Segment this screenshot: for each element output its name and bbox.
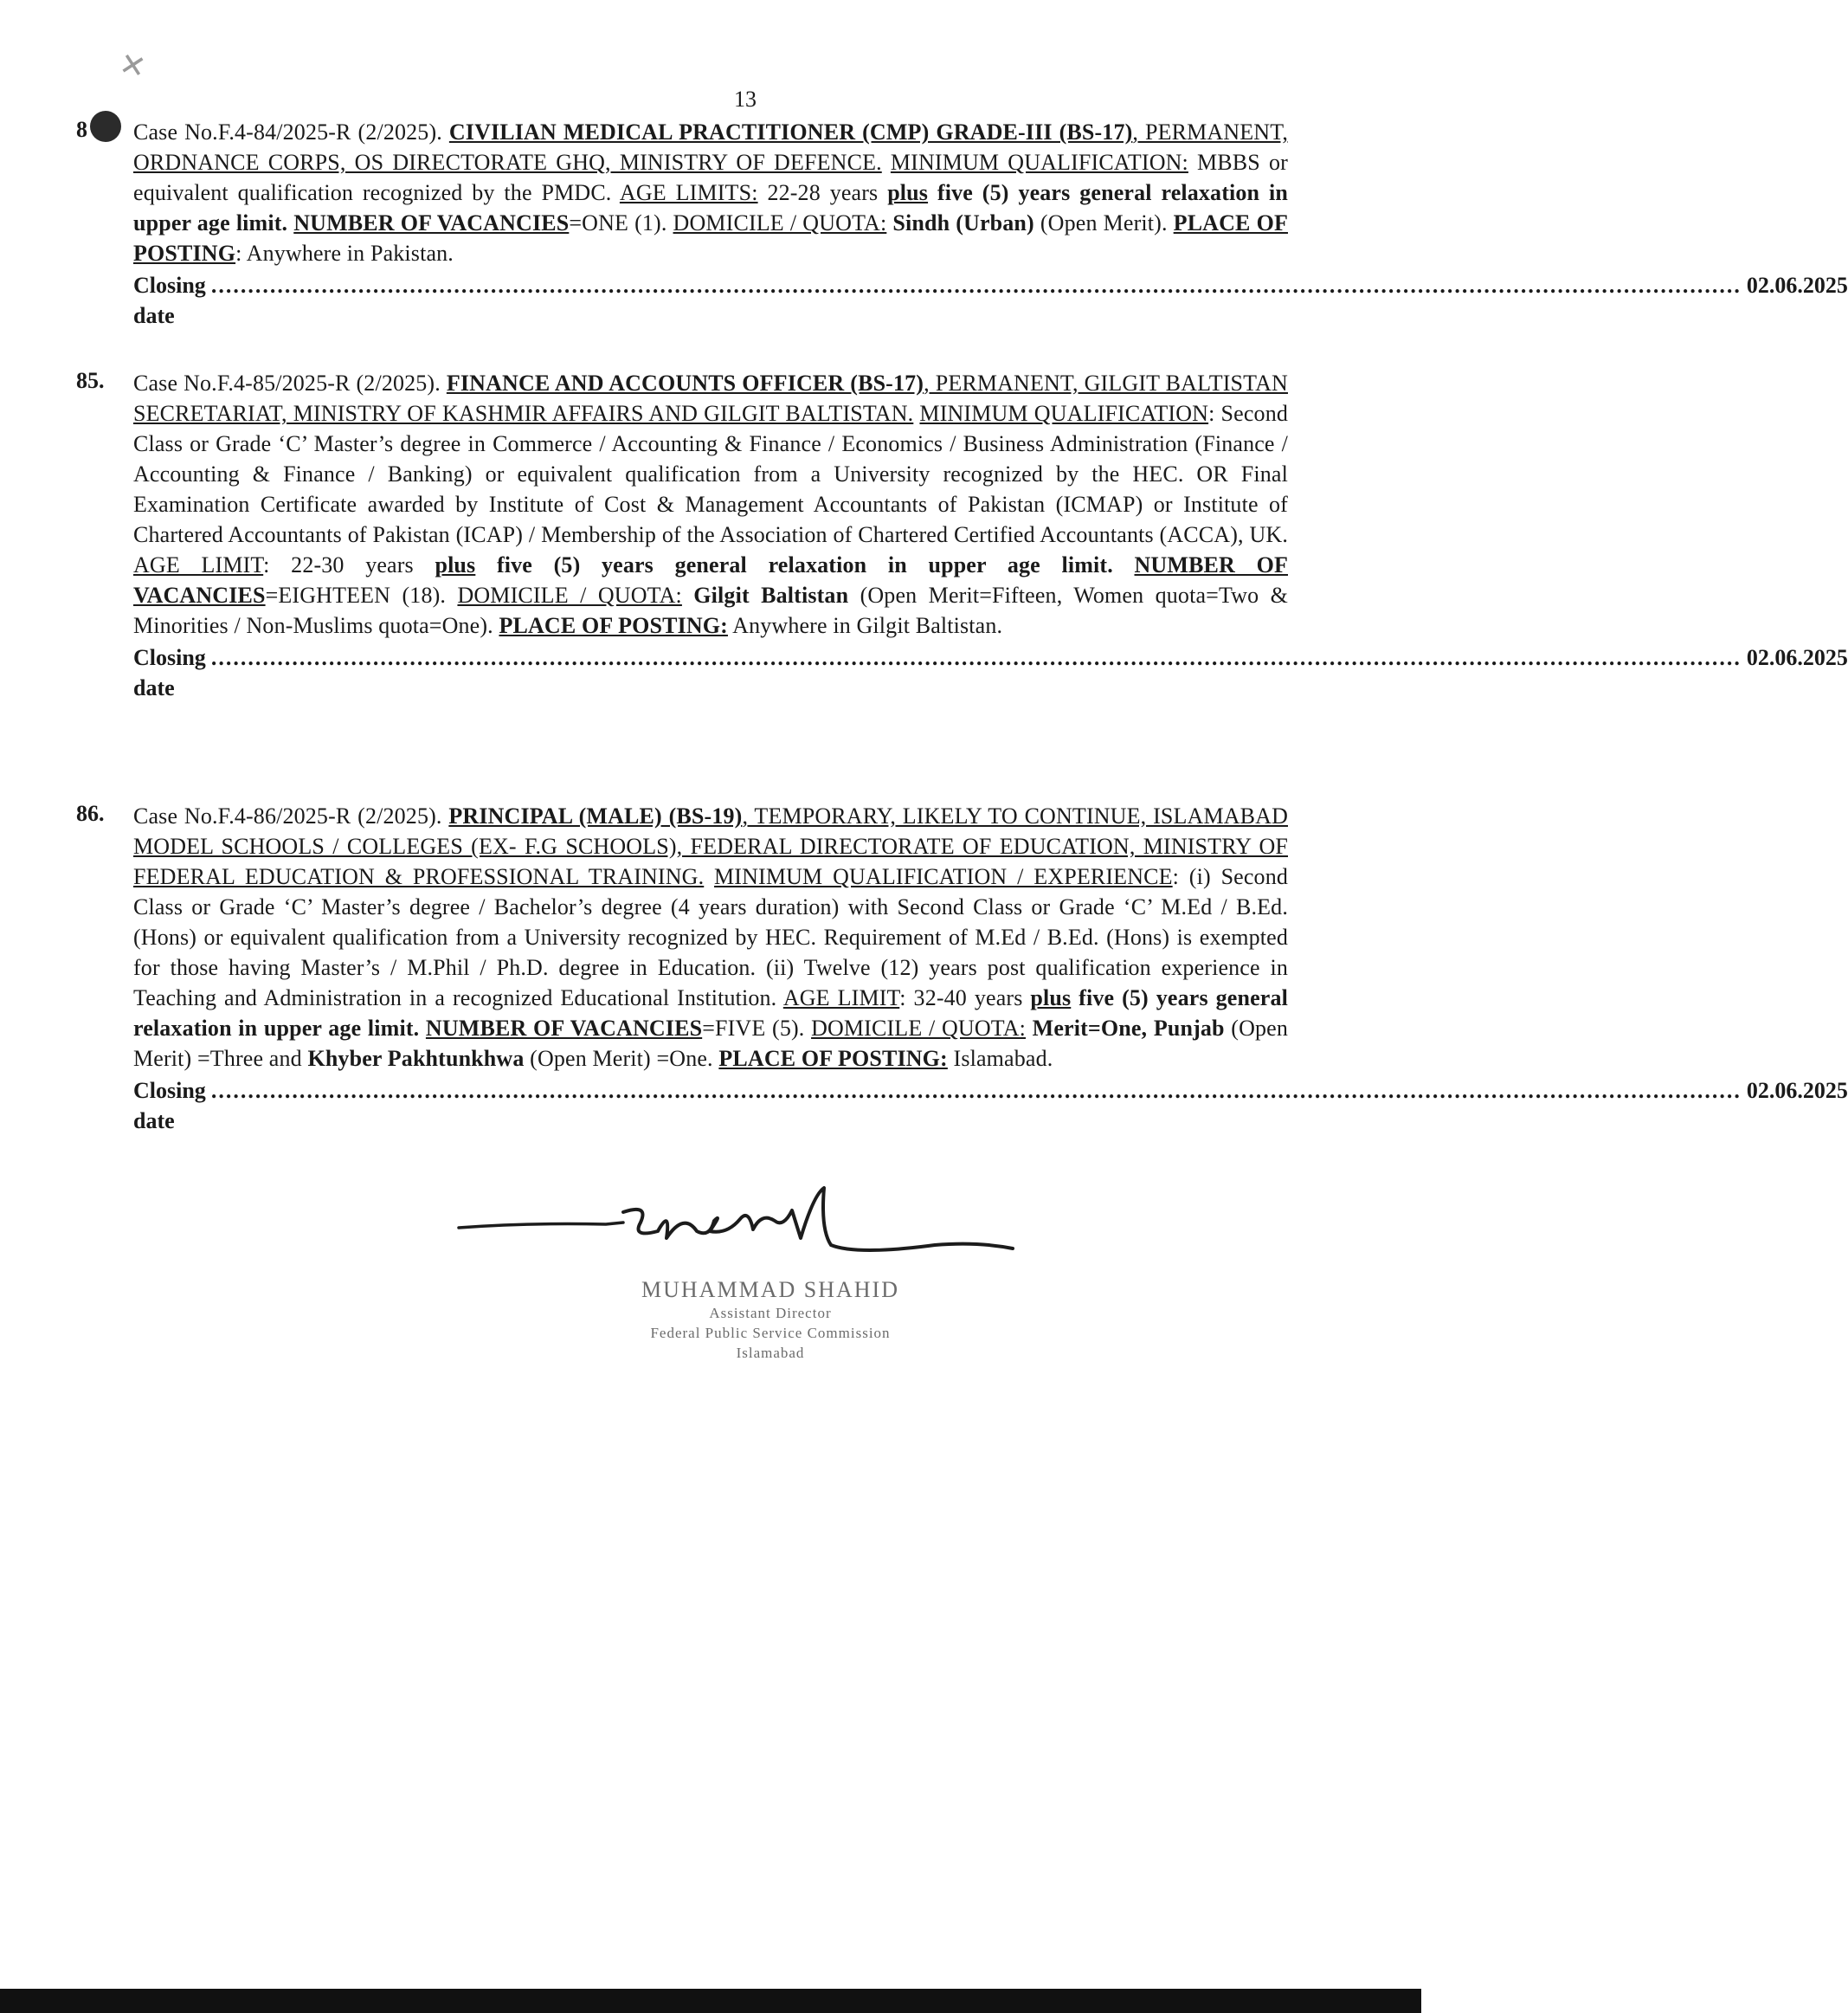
posting-label: PLACE OF POSTING: [718, 1046, 948, 1071]
qualification-label: MINIMUM QUALIFICATION / EXPERIENCE [714, 864, 1173, 889]
entry-number: 8 [76, 117, 87, 142]
age-label: AGE LIMIT [782, 985, 900, 1010]
signatory-name: MUHAMMAD SHAHID [641, 1277, 899, 1302]
entry-number: 85. [76, 368, 105, 393]
plus-text: plus [435, 552, 476, 577]
relaxation-text: five (5) years general relaxation in upper age limit. [133, 985, 1288, 1041]
closing-date: 02.06.2025 [1746, 273, 1848, 298]
vacancies-label: NUMBER OF VACANCIES [293, 210, 570, 235]
relaxation-text: five (5) years general relaxation in upper age limit. [133, 180, 1288, 235]
qualification-label: MINIMUM QUALIFICATION: [890, 150, 1188, 175]
signatory-block [606, 1277, 935, 1363]
entry-text [133, 368, 1288, 641]
qualification-text: : Second Class or Grade ‘C’ Master’s degree in Commerce / Accounting & Finance / Economics / Business Administration (Finance / Accounting & Finance / Banking) or equivalent qualification from a University recognized by the HEC. OR Final Examination Certificate awarded by Institute of Cost & Management Accountants of Pakistan (ICMAP) or Institute of Chartered Accountants of Pakistan (ICAP) / Membership of the Association of Chartered Certified Accountants (ACCA), UK. [133, 401, 1288, 547]
post-details: , PERMANENT, GILGIT BALTISTAN SECRETARIAT, MINISTRY OF KASHMIR AFFAIRS AND GILGIT BALTISTAN. [133, 371, 1288, 426]
entry-number: 86. [76, 801, 105, 826]
domicile-label: DOMICILE / QUOTA: [457, 583, 682, 608]
vacancies-label: NUMBER OF VACANCIES [425, 1016, 703, 1041]
post-details: , TEMPORARY, LIKELY TO CONTINUE, ISLAMABAD MODEL SCHOOLS / COLLEGES (EX- F.G SCHOOLS), FEDERAL DIRECTORATE OF EDUCATION, MINISTRY OF FEDERAL EDUCATION & PROFESSIONAL TRAINING. [133, 803, 1288, 889]
signatory-city: Islamabad [736, 1345, 805, 1361]
domicile-text: (Open Merit=Fifteen, Women quota=Two & Minorities / Non-Muslims quota=One). [133, 583, 1288, 638]
closing-label: Closing date [133, 645, 206, 700]
posting-text: Anywhere in Gilgit Baltistan. [727, 613, 1003, 638]
page-number: 13 [734, 87, 757, 112]
advertisement-entry [76, 117, 1848, 331]
vacancies-label: NUMBER OF VACANCIES [133, 552, 1288, 608]
age-text: : 32-40 years [899, 985, 1031, 1010]
advertisement-entry [76, 801, 1848, 1136]
domicile-text-2: (Open Merit) =One. [524, 1046, 719, 1071]
plus-text: plus [887, 180, 929, 205]
closing-date-row [133, 1075, 1848, 1136]
post-title: FINANCE AND ACCOUNTS OFFICER (BS-17) [446, 371, 924, 396]
entry-text [133, 801, 1288, 1074]
domicile-label: DOMICILE / QUOTA: [811, 1016, 1027, 1041]
post-title: PRINCIPAL (MALE) (BS-19) [448, 803, 743, 829]
age-label: AGE LIMIT [133, 552, 264, 577]
domicile-bold-2: Khyber Pakhtunkhwa [307, 1046, 525, 1071]
relaxation-text: five (5) years general relaxation in upper age limit. [475, 552, 1135, 577]
leader-dots: ................................................................................................................................................................................................................ [210, 1078, 1742, 1103]
advertisement-entry [76, 368, 1848, 703]
vacancies-text: =FIVE (5). [702, 1016, 812, 1041]
qualification-text: MBBS or equivalent qualification recognized by the PMDC. [133, 150, 1288, 205]
age-label: AGE LIMITS: [619, 180, 758, 205]
posting-text: : Anywhere in Pakistan. [235, 241, 454, 266]
vacancies-text: =ONE (1). [569, 210, 673, 235]
closing-label: Closing date [133, 1078, 206, 1133]
posting-label: PLACE OF POSTING: [499, 613, 728, 638]
closing-date: 02.06.2025 [1746, 1078, 1848, 1103]
closing-label: Closing date [133, 273, 206, 328]
case-number: Case No.F.4-86/2025-R (2/2025). [133, 803, 442, 829]
domicile-bold: Sindh (Urban) [886, 210, 1034, 235]
plus-text: plus [1030, 985, 1072, 1010]
qualification-text: : (i) Second Class or Grade ‘C’ Master’s degree / Bachelor’s degree (4 years duration) with Second Class or Grade ‘C’ M.Ed / B.Ed. (Hons) or equivalent qualification from a University recognized by HEC. Requirement of M.Ed / B.Ed. (Hons) is exempted for those having Master’s / M.Phil / Ph.D. degree in Education. (ii) Twelve (12) years post qualification experience in Teaching and Administration in a recognized Educational Institution. [133, 864, 1289, 1010]
scan-mark: ✕ [116, 46, 150, 87]
signatory-designation: Assistant Director [709, 1305, 832, 1321]
domicile-label: DOMICILE / QUOTA: [673, 210, 887, 235]
entry-text [133, 117, 1288, 268]
domicile-bold: Merit=One, Punjab [1026, 1016, 1225, 1041]
domicile-bold: Gilgit Baltistan [681, 583, 849, 608]
post-title: CIVILIAN MEDICAL PRACTITIONER (CMP) GRADE-III (BS-17) [448, 119, 1133, 145]
leader-dots: ................................................................................................................................................................................................................ [210, 273, 1742, 298]
handwritten-signature [450, 1177, 1021, 1273]
signatory-office: Federal Public Service Commission [650, 1325, 891, 1341]
domicile-text: (Open Merit) =Three and [133, 1016, 1288, 1071]
posting-text: Islamabad. [947, 1046, 1053, 1071]
vacancies-text: =EIGHTEEN (18). [265, 583, 458, 608]
closing-date-row [133, 642, 1848, 703]
closing-date: 02.06.2025 [1746, 645, 1848, 670]
leader-dots: ................................................................................................................................................................................................................ [210, 645, 1742, 670]
case-number: Case No.F.4-85/2025-R (2/2025). [133, 371, 441, 396]
post-details: , PERMANENT, ORDNANCE CORPS, OS DIRECTORATE GHQ, MINISTRY OF DEFENCE. [133, 119, 1288, 175]
case-number: Case No.F.4-84/2025-R (2/2025). [133, 119, 442, 145]
closing-date-row [133, 270, 1848, 331]
domicile-text: (Open Merit). [1033, 210, 1174, 235]
posting-label: PLACE OF POSTING [133, 210, 1288, 266]
qualification-label: MINIMUM QUALIFICATION [919, 401, 1209, 426]
scan-edge [0, 1989, 1421, 2013]
age-text: 22-28 years [757, 180, 888, 205]
age-text: : 22-30 years [263, 552, 435, 577]
